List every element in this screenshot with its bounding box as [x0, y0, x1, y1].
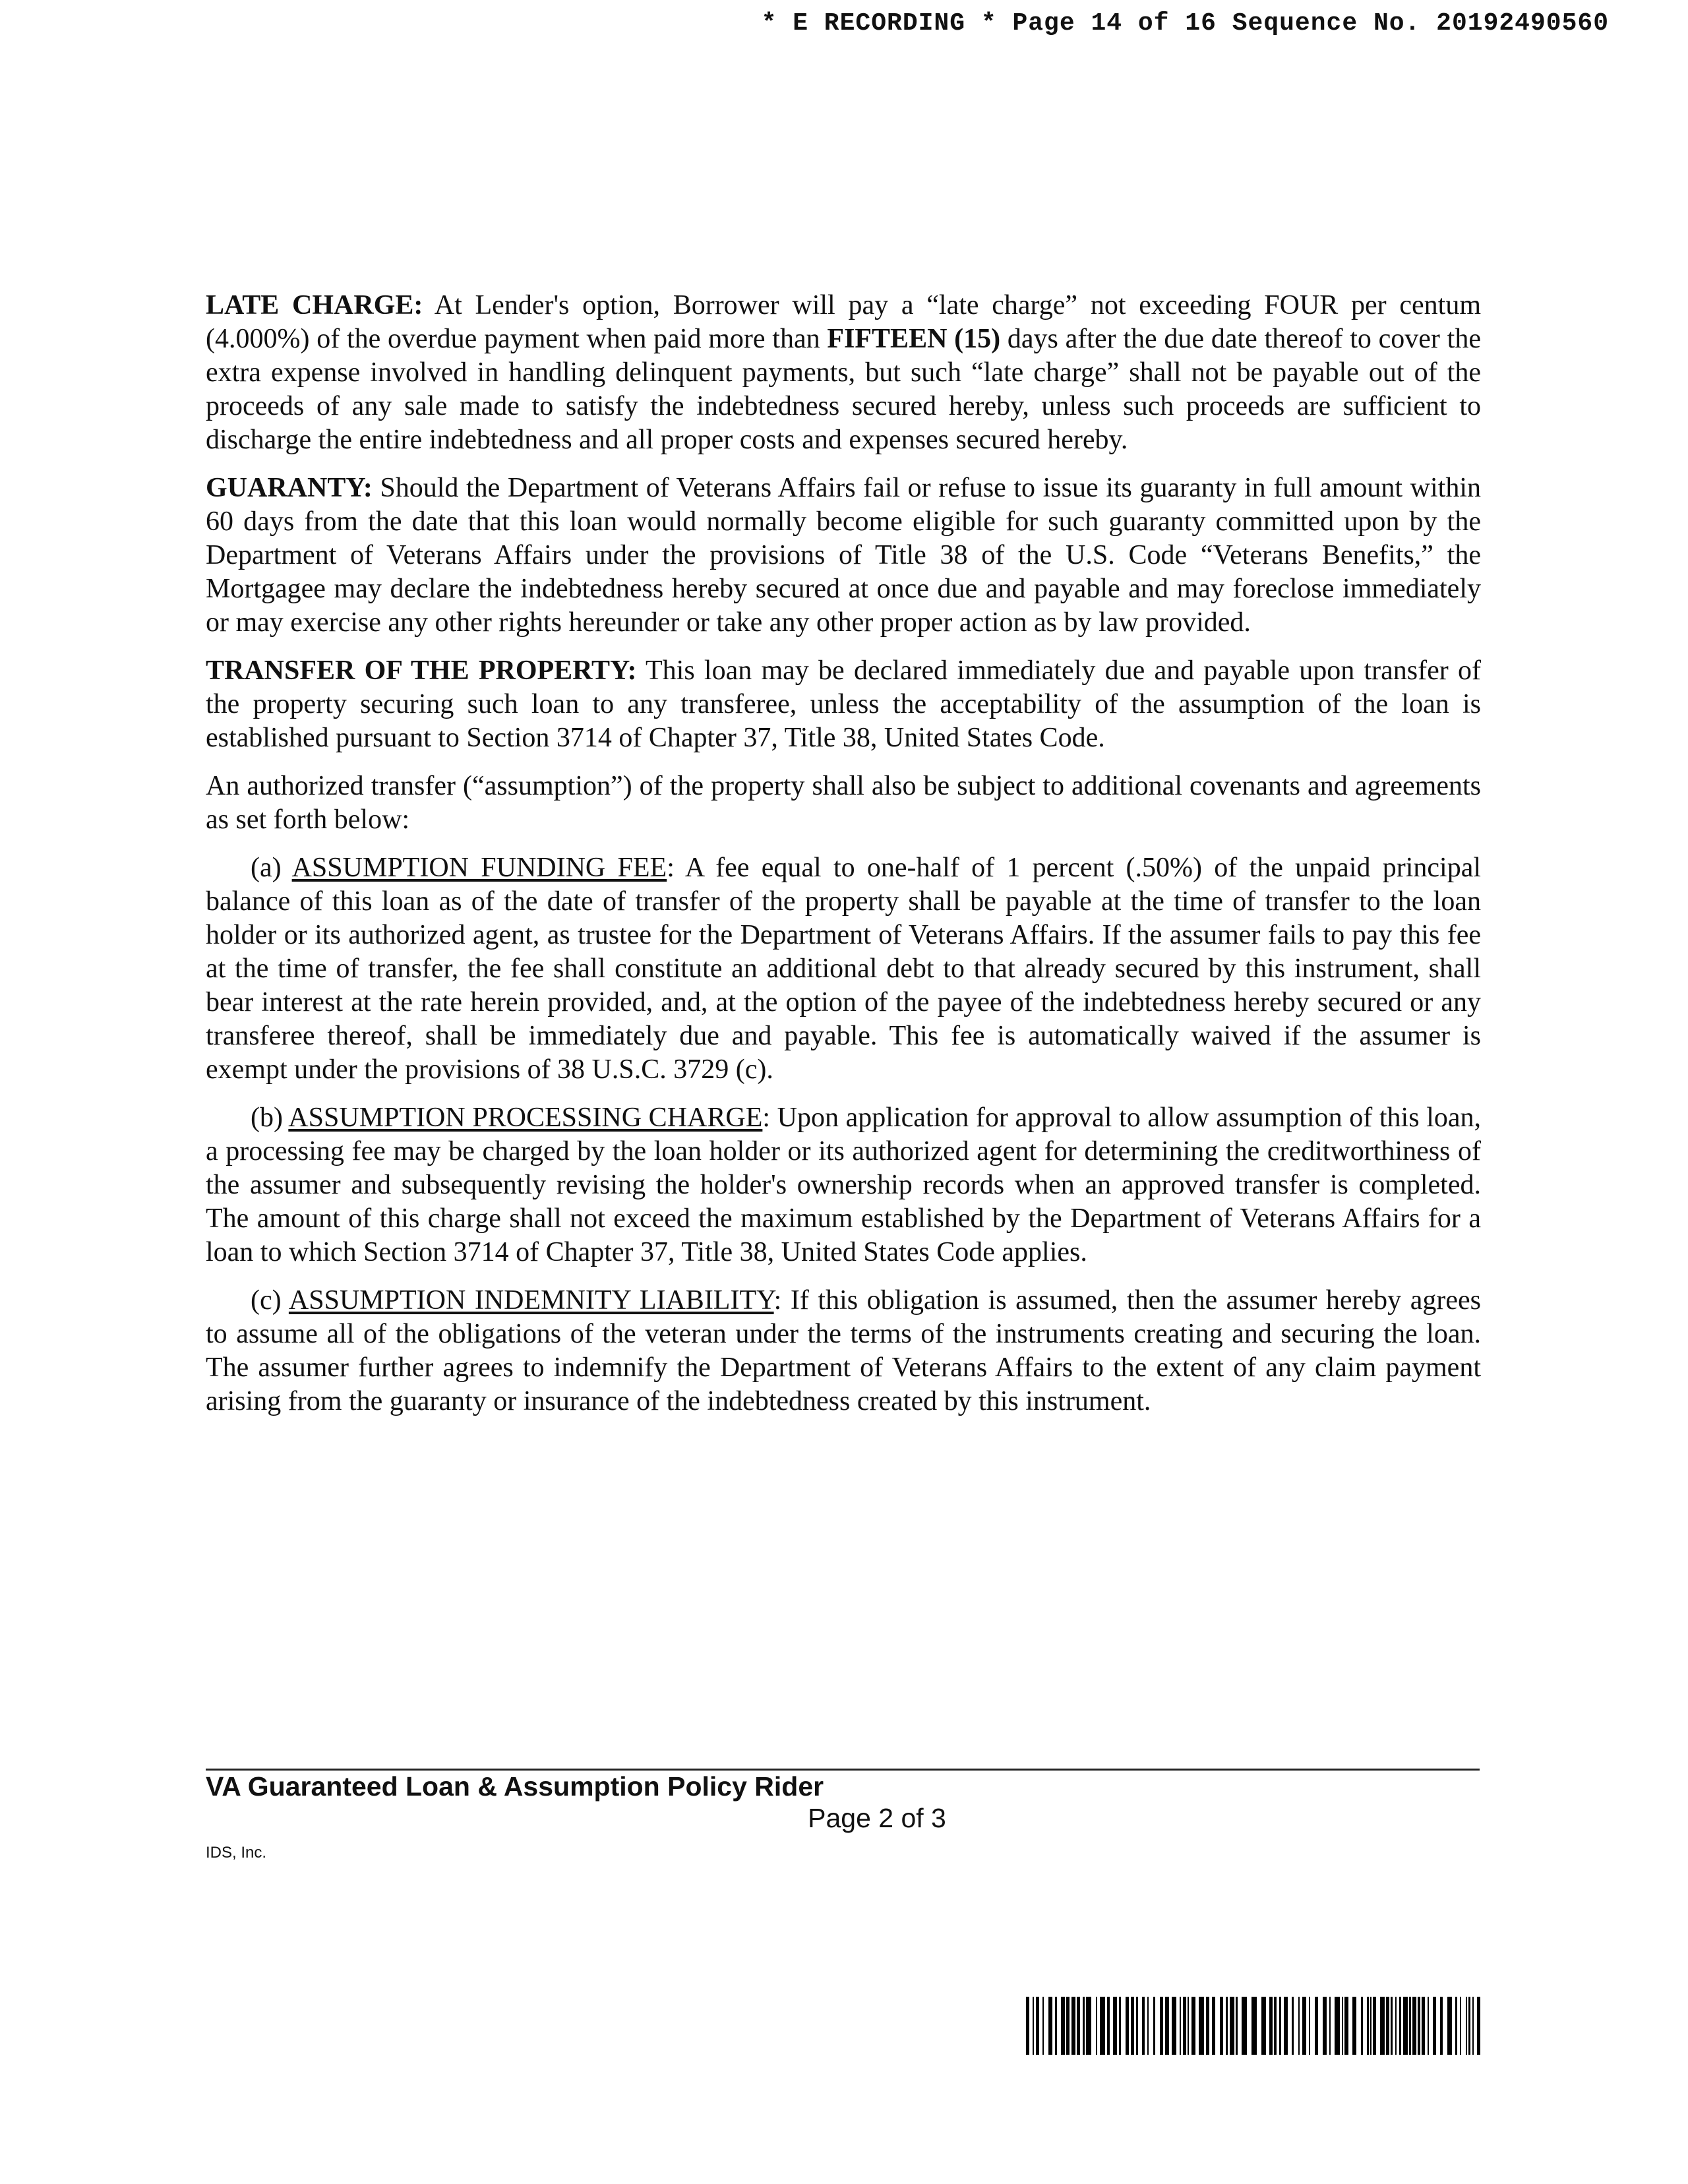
- footer-company: IDS, Inc.: [206, 1844, 267, 1862]
- barcode-bar: [1230, 1997, 1234, 2055]
- barcode-bar: [1142, 1997, 1145, 2055]
- indemnity-text: : If this obligation is assumed, then the assumer hereby agrees to assume all of the obligations of the veteran under the terms of the instruments creating and securing the loan. The assumer further agrees to indemnify the Department of Veterans Affairs to the extent of any claim payment arising from the guaranty or insurance of the indebtedness created by this instrument.: [206, 1285, 1482, 1416]
- barcode-bar: [1086, 1997, 1091, 2055]
- barcode-bar: [1183, 1997, 1186, 2055]
- barcode-bar: [1071, 1997, 1075, 2055]
- guaranty-text: Should the Department of Veterans Affairs fail or refuse to issue its guaranty in full amount within 60 days from the date that this loan would normally become eligible for such guaranty committed upon by the Department of Veterans Affairs under the provisions of Title 38 of the U.S. Code “Veterans Benefits,” the Mortgagee may declare the indebtedness hereby secured at once due and payable and may foreclose immediately or may exercise any other rights hereunder or take any other proper action as by law provided.: [206, 473, 1481, 638]
- barcode-bar: [1466, 1997, 1467, 2055]
- barcode-bar: [1033, 1997, 1034, 2055]
- barcode-bar: [1309, 1997, 1310, 2055]
- processing-charge-title: ASSUMPTION PROCESSING CHARGE: [288, 1103, 763, 1133]
- late-charge-heading: LATE CHARGE:: [206, 290, 423, 320]
- transfer-heading: TRANSFER OF THE PROPERTY:: [206, 655, 637, 686]
- barcode-bar: [1096, 1997, 1097, 2055]
- barcode-bar: [1440, 1997, 1443, 2055]
- barcode-bar: [1433, 1997, 1436, 2055]
- barcode-bar: [1367, 1997, 1369, 2055]
- barcode-bar: [1083, 1997, 1085, 2055]
- barcode-bar: [1172, 1997, 1176, 2055]
- barcode-image: [1026, 1997, 1481, 2055]
- barcode-bar: [1048, 1997, 1052, 2055]
- barcode-bar: [1412, 1997, 1416, 2055]
- indemnity-title: ASSUMPTION INDEMNITY LIABILITY: [288, 1285, 774, 1316]
- late-charge-text-2: days after the due date thereof to cover the extra expense involved in handling delinquent payments, but such “late charge” shall not be payable out of the proceeds of any sale made to satisfy the indebtedness secured hereby, unless such proceeds are sufficient to discharge the entire indebtedness and all proper costs and expenses secured hereby.: [206, 324, 1481, 455]
- barcode-bar: [1136, 1997, 1138, 2055]
- late-charge-days: FIFTEEN (15): [827, 324, 1001, 354]
- barcode-bar: [1409, 1997, 1411, 2055]
- barcode-bar: [1236, 1997, 1238, 2055]
- barcode-bar: [1279, 1997, 1281, 2055]
- barcode-bar: [1113, 1997, 1117, 2055]
- recording-stamp: * E RECORDING * Page 14 of 16 Sequence No. 20192490560: [761, 9, 1609, 38]
- barcode-bar: [1323, 1997, 1327, 2055]
- funding-fee-label: (a): [251, 853, 292, 883]
- barcode-bar: [1126, 1997, 1129, 2055]
- barcode-bar: [1036, 1997, 1039, 2055]
- barcode-bar: [1251, 1997, 1257, 2055]
- barcode-bar: [1344, 1997, 1348, 2055]
- barcode-bar: [1391, 1997, 1393, 2055]
- barcode-bar: [1472, 1997, 1474, 2055]
- barcode-bar: [1160, 1997, 1163, 2055]
- indemnity-paragraph: [206, 1284, 1481, 1418]
- footer-form-title: VA Guaranteed Loan & Assumption Policy Rider: [206, 1771, 824, 1802]
- barcode-bar: [1100, 1997, 1105, 2055]
- guaranty-paragraph: [206, 471, 1481, 640]
- barcode-bar: [1212, 1997, 1215, 2055]
- processing-charge-paragraph: [206, 1101, 1481, 1269]
- footer-page-number: Page 2 of 3: [808, 1803, 946, 1833]
- barcode-bar: [1284, 1997, 1288, 2055]
- barcode-bar: [1418, 1997, 1420, 2055]
- barcode-bar: [1188, 1997, 1189, 2055]
- assumption-intro-paragraph: [206, 770, 1481, 837]
- barcode-bar: [1242, 1997, 1247, 2055]
- barcode-bar: [1329, 1997, 1331, 2055]
- barcode-bar: [1131, 1997, 1134, 2055]
- barcode-bar: [1302, 1997, 1306, 2055]
- barcode-bar: [1460, 1997, 1461, 2055]
- barcode-bar: [1077, 1997, 1080, 2055]
- barcode-bar: [1274, 1997, 1277, 2055]
- guaranty-heading: GUARANTY:: [206, 473, 373, 503]
- barcode-bar: [1199, 1997, 1204, 2055]
- barcode-bar: [1061, 1997, 1065, 2055]
- barcode-bar: [1342, 1997, 1343, 2055]
- barcode-bar: [1042, 1997, 1044, 2055]
- barcode-bar: [1261, 1997, 1266, 2055]
- barcode-bar: [1153, 1997, 1155, 2055]
- barcode-bar: [1107, 1997, 1110, 2055]
- indemnity-label: (c): [251, 1285, 289, 1316]
- transfer-paragraph: [206, 654, 1481, 755]
- barcode-bar: [1386, 1997, 1389, 2055]
- barcode-bar: [1468, 1997, 1470, 2055]
- funding-fee-text: : A fee equal to one-half of 1 percent (.50%) of the unpaid principal balance of this loan as of the date of transfer of the property shall be payable at the time of transfer to the loan holder or its authorized agent, as trustee for the Department of Veterans Affairs. If the assumer fails to pay this fee at the time of transfer, the fee shall constitute an additional debt to that already secured by this instrument, shall bear interest at the rate herein provided, and, at the option of the payee of the indebtedness hereby secured or any transferee thereof, shall be immediately due and payable. This fee is automatically waived if the assumer is exempt under the provisions of 38 U.S.C. 3729 (c).: [206, 853, 1482, 1085]
- document-body: [206, 289, 1481, 1433]
- barcode-bar: [1373, 1997, 1376, 2055]
- late-charge-paragraph: [206, 289, 1481, 457]
- barcode-bar: [1292, 1997, 1294, 2055]
- barcode-bar: [1226, 1997, 1228, 2055]
- barcode-bar: [1206, 1997, 1209, 2055]
- barcode-bar: [1352, 1997, 1356, 2055]
- barcode-bar: [1269, 1997, 1273, 2055]
- transfer-text: This loan may be declared immediately due and payable upon transfer of the property securing such loan to any transferee, unless the acceptability of the assumption of the loan is established pursuant to Section 3714 of Chapter 37, Title 38, United States Code.: [206, 655, 1482, 753]
- barcode-bar: [1370, 1997, 1372, 2055]
- funding-fee-paragraph: [206, 851, 1481, 1087]
- barcode-bar: [1298, 1997, 1300, 2055]
- processing-charge-text: : Upon application for approval to allow assumption of this loan, a processing fee may be charged by the loan holder or its authorized agent for determining the creditworthiness of the assumer and subsequently revising the holder's ownership records when an approved transfer is completed. The amount of this charge shall not exceed the maximum established by the Department of Veterans Affairs for a loan to which Section 3714 of Chapter 37, Title 38, United States Code applies.: [206, 1103, 1482, 1267]
- footer-divider: [206, 1769, 1480, 1771]
- barcode-bar: [1380, 1997, 1385, 2055]
- barcode-bar: [1119, 1997, 1121, 2055]
- barcode-bar: [1147, 1997, 1149, 2055]
- barcode-bar: [1315, 1997, 1318, 2055]
- barcode-bar: [1477, 1997, 1480, 2055]
- processing-charge-label: (b): [251, 1103, 289, 1133]
- late-charge-text-1: At Lender's option, Borrower will pay a “late charge” not exceeding FOUR per centum (4.000%) of the overdue payment when paid more than: [206, 290, 1481, 354]
- barcode-bar: [1455, 1997, 1457, 2055]
- barcode-bar: [1447, 1997, 1452, 2055]
- barcode-bar: [1180, 1997, 1181, 2055]
- barcode-bar: [1361, 1997, 1363, 2055]
- barcode-bar: [1066, 1997, 1070, 2055]
- barcode-bar: [1422, 1997, 1425, 2055]
- barcode-bar: [1403, 1997, 1408, 2055]
- barcode-bar: [1428, 1997, 1429, 2055]
- barcode-bar: [1165, 1997, 1169, 2055]
- barcode-bar: [1220, 1997, 1223, 2055]
- funding-fee-title: ASSUMPTION FUNDING FEE: [291, 853, 667, 883]
- barcode-bar: [1191, 1997, 1195, 2055]
- barcode-bar: [1026, 1997, 1029, 2055]
- barcode-bar: [1395, 1997, 1397, 2055]
- assumption-intro-text: An authorized transfer (“assumption”) of the property shall also be subject to additional covenants and agreements as set forth below:: [206, 771, 1481, 835]
- barcode-bar: [1335, 1997, 1340, 2055]
- barcode-bar: [1399, 1997, 1401, 2055]
- barcode-bar: [1055, 1997, 1057, 2055]
